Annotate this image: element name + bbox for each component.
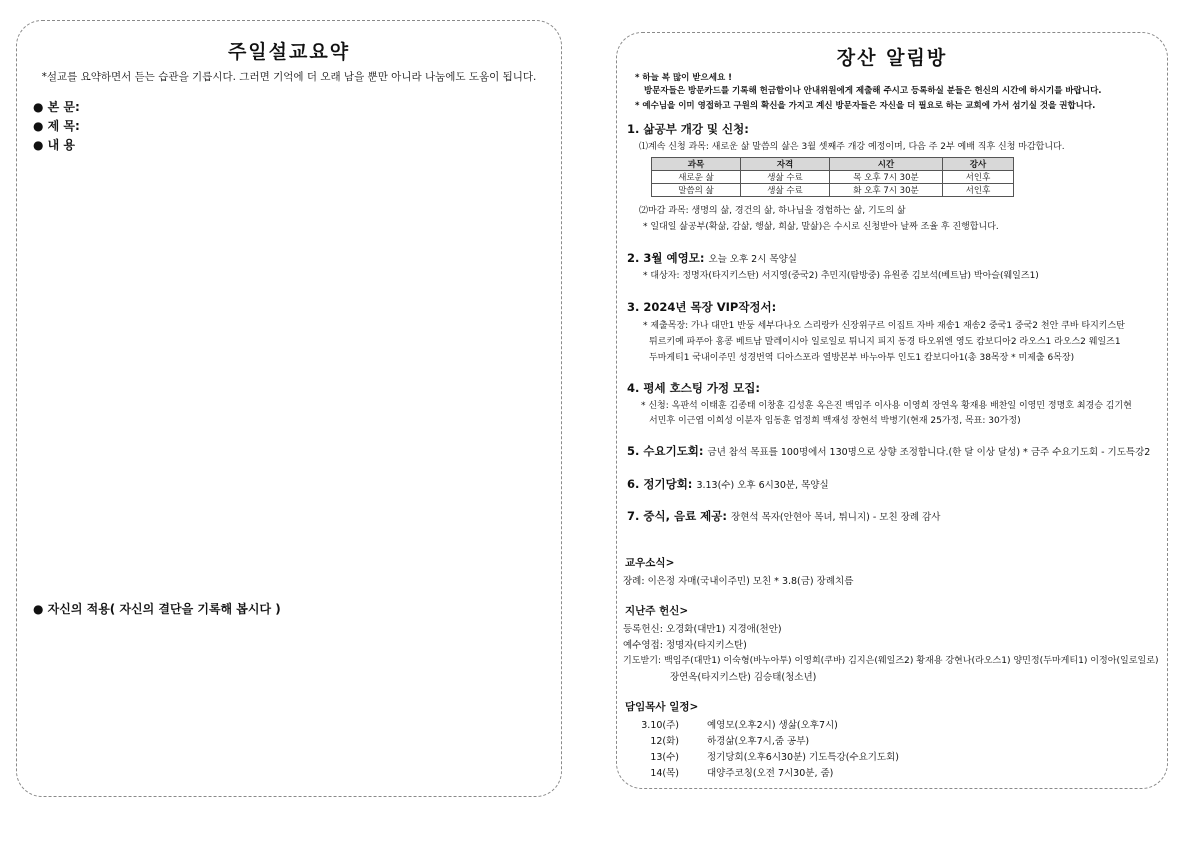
section-4-line: * 신청: 옥판석 이태훈 김종태 이창훈 김성훈 옥은진 백임주 이사용 이영희 장연옥 황재용 배찬일 이영민 정명호 최경승 김기현 <box>641 401 1132 411</box>
sermon-summary-panel <box>16 20 562 797</box>
schedule-event: 대양주코칭(오전 7시30분, 줌) <box>707 768 834 779</box>
table-cell: 서인후 <box>943 171 1014 184</box>
table-header-row <box>652 158 1014 171</box>
table-cell: 말씀의 삶 <box>652 184 741 197</box>
member-news-line: 장례: 이은정 자매(국내이주민) 모친 * 3.8(금) 장례치름 <box>623 576 854 587</box>
table-cell: 화 오후 7시 30분 <box>830 184 943 197</box>
table-header-cell: 과목 <box>652 158 741 171</box>
dedication-text: 백임주(대만1) 이숙형(바누아투) 이영희(쿠바) 김지은(웨일즈2) 황재용 강현나(라오스1) 양민정(두마게티1) 이정아(일로일로) <box>663 656 1159 666</box>
section-2-value: 오늘 오후 2시 목양실 <box>708 254 797 265</box>
passage-label: ● 본 문: <box>33 100 80 114</box>
application-label: ● 자신의 적용( 자신의 결단을 기록해 봅시다 ) <box>33 602 281 616</box>
section-6-value: 3.13(수) 오후 6시30분, 목양실 <box>696 480 829 491</box>
section-6-heading <box>627 476 829 492</box>
intro-recommend: * 예수님을 이미 영접하고 구원의 확신을 가지고 계신 방문자들은 자신을 더 필요로 하는 교회에 가서 섬기실 것을 권합니다. <box>635 101 1096 111</box>
table-cell: 생삶 수료 <box>741 171 830 184</box>
dedication-label: 기도받기: <box>623 656 662 666</box>
dedication-text: 오경화(대만1) 지경애(천안) <box>665 624 782 635</box>
section-2-line: * 대상자: 정명자(타지키스탄) 서지영(중국2) 추민지(탐방중) 유원종 김보석(베트남) 박아슬(웨일즈1) <box>643 271 1039 281</box>
table-row <box>652 171 1014 184</box>
section-3-line: 두마게티1 국내이주민 성경번역 디아스포라 열방본부 바누아투 인도1 캄보디아1(총 38목장 * 미제출 6목장) <box>649 353 1075 363</box>
content-label: ● 내 용 <box>33 138 76 152</box>
section-1-line: ⑵마감 과목: 생명의 삶, 경건의 삶, 하나님을 경험하는 삶, 기도의 삶 <box>639 206 906 216</box>
course-table <box>651 157 1014 197</box>
schedule-event: 예영모(오후2시) 생삶(오후7시) <box>707 720 838 731</box>
sermon-note: *설교를 요약하면서 듣는 습관을 기릅시다. 그러면 기억에 더 오래 남을 뿐만 아니라 나눔에도 도움이 됩니다. <box>41 71 537 83</box>
dedication-row <box>623 621 782 635</box>
dedication-label: 예수영접: <box>623 640 663 651</box>
schedule-event: 정기당회(오후6시30분) 기도특강(수요기도회) <box>707 752 899 763</box>
dedication-label: 등록헌신: <box>623 624 663 635</box>
sermon-summary-title: 주일설교요약 <box>227 41 351 63</box>
section-1-line: * 일대일 삶공부(확삶, 감삶, 행삶, 희삶, 말삶)은 수시로 신청받아 날짜 조율 후 진행합니다. <box>643 222 999 232</box>
table-row <box>652 184 1014 197</box>
section-6-title: 6. 정기당회: <box>627 477 693 491</box>
member-news-heading: 교우소식> <box>625 557 675 569</box>
section-5-title: 5. 수요기도회: <box>627 444 704 458</box>
section-1-heading: 1. 삶공부 개강 및 신청: <box>627 122 749 136</box>
announcement-title: 장산 알림방 <box>836 47 948 69</box>
dedication-row <box>623 653 1159 666</box>
schedule-date: 14(목) <box>650 768 679 779</box>
sermon-subject-label: ● 제 목: <box>33 119 80 133</box>
section-2-heading <box>627 250 797 266</box>
section-5-value: 금년 참석 목표를 100명에서 130명으로 상향 조정합니다.(한 달 이상 달성) * 금주 수요기도회 - 기도특강2 <box>707 447 1151 458</box>
section-7-title: 7. 중식, 음료 제공: <box>627 509 728 523</box>
section-4-heading: 4. 평세 호스팅 가정 모집: <box>627 381 760 395</box>
section-3-line: 튀르키예 파푸아 홍콩 베트남 말레이시아 일로일로 튀니지 피지 동경 타오위엔 영도 캄보디아2 라오스1 라오스2 웨일즈1 <box>649 337 1121 347</box>
dedication-text: 정명자(타지키스탄) <box>665 640 747 651</box>
table-cell: 생삶 수료 <box>741 184 830 197</box>
table-header-cell: 시간 <box>830 158 943 171</box>
section-5-heading <box>627 443 1150 459</box>
section-3-heading: 3. 2024년 목장 VIP작정서: <box>627 300 777 314</box>
intro-visitor: 방문자들은 방문카드를 기록해 헌금함이나 안내위원에게 제출해 주시고 등록하실 분들은 헌신의 시간에 하시기를 바랍니다. <box>644 86 1102 96</box>
table-header-cell: 강사 <box>943 158 1014 171</box>
dedication-text: 장연옥(타지키스탄) 김승태(청소년) <box>670 672 817 683</box>
section-1-line: ⑴계속 신청 과목: 새로운 삶 말씀의 삶은 3월 셋째주 개강 예정이며, 다음 주 2부 예배 직후 신청 마감합니다. <box>639 142 1065 152</box>
section-2-title: 2. 3월 예영모: <box>627 251 705 265</box>
section-4-line: 서민후 이근엽 이희성 이분자 임동훈 엄정희 백재성 장현석 박병기(현재 25가정, 목표: 30가정) <box>649 416 1021 426</box>
table-header-cell: 자격 <box>741 158 830 171</box>
dedication-heading: 지난주 헌신> <box>625 605 689 617</box>
table-cell: 새로운 삶 <box>652 171 741 184</box>
schedule-date: 13(수) <box>650 752 679 763</box>
section-7-value: 장현석 목자(안현아 목녀, 튀니지) - 모친 장례 감사 <box>731 512 941 523</box>
section-7-heading <box>627 508 940 524</box>
table-cell: 목 오후 7시 30분 <box>830 171 943 184</box>
schedule-event: 하경삶(오후7시,줌 공부) <box>707 736 810 747</box>
schedule-date: 3.10(주) <box>641 720 679 731</box>
dedication-row <box>623 637 747 651</box>
intro-greeting: * 하늘 복 많이 받으세요 ! <box>635 73 733 83</box>
schedule-date: 12(화) <box>650 736 679 747</box>
section-3-line: * 제출목장: 가나 대만1 반둥 세부다나오 스리랑카 신장위구르 이집트 자바 재송1 재송2 중국1 중국2 천안 쿠바 타지키스탄 <box>643 321 1125 331</box>
table-cell: 서인후 <box>943 184 1014 197</box>
dedication-row <box>670 669 816 683</box>
pastor-schedule-heading: 담임목사 일정> <box>625 701 699 713</box>
announcement-panel <box>616 32 1168 789</box>
